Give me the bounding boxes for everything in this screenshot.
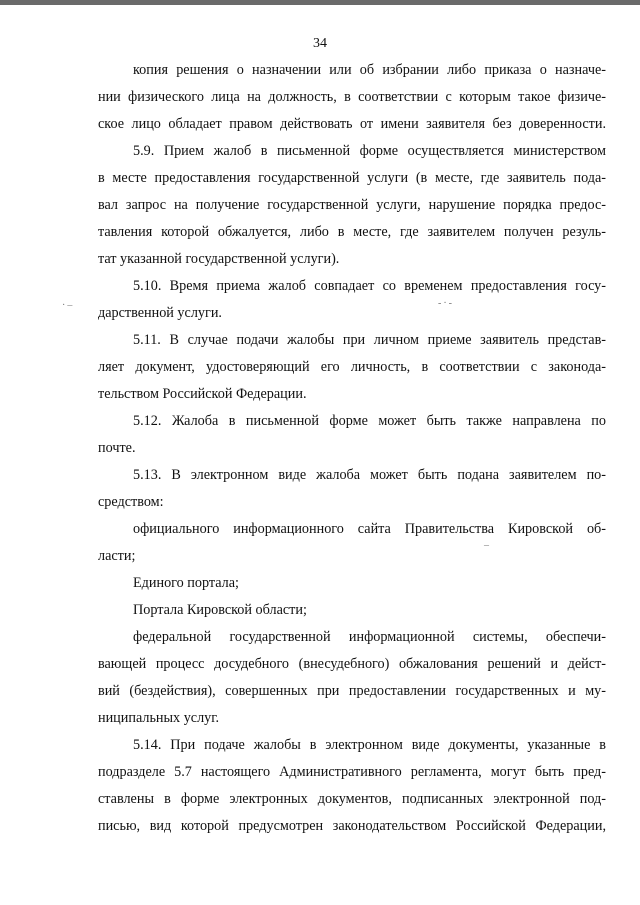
scan-artifact: –: [484, 540, 491, 551]
text-line: 5.10. Время приема жалоб совпадает со временем предоставления госу-: [133, 278, 606, 294]
text-line: тавления которой обжалуется, либо в месте, где заявителем получен резуль-: [98, 224, 606, 240]
text-line: ляет документ, удостоверяющий его личность, в соответствии с законода-: [98, 359, 606, 375]
scan-top-edge: [0, 0, 640, 5]
text-line: вающей процесс досудебного (внесудебного) обжалования решений и дейст-: [98, 656, 606, 672]
text-line: 5.9. Прием жалоб в письменной форме осуществляется министерством: [133, 143, 606, 159]
text-line: 5.12. Жалоба в письменной форме может быть также направлена по: [133, 413, 606, 429]
text-line: писью, вид которой предусмотрен законодательством Российской Федерации,: [98, 818, 606, 834]
text-line: 5.14. При подаче жалобы в электронном виде документы, указанные в: [133, 737, 606, 753]
scan-artifact: -·-: [438, 298, 454, 309]
text-line: средством:: [98, 494, 164, 510]
text-line: вал запрос на получение государственной услуги, нарушение порядка предос-: [98, 197, 606, 213]
text-line: тат указанной государственной услуги).: [98, 251, 340, 267]
text-line: вий (бездействия), совершенных при предоставлении государственных и му-: [98, 683, 606, 699]
text-line: 5.13. В электронном виде жалоба может быть подана заявителем по-: [133, 467, 606, 483]
text-line: почте.: [98, 440, 136, 456]
scan-artifact: ·–: [62, 300, 75, 311]
text-line: дарственной услуги.: [98, 305, 222, 321]
text-line: ское лицо обладает правом действовать от имени заявителя без доверенности.: [98, 116, 606, 132]
page-number: 34: [313, 36, 327, 51]
text-line: копия решения о назначении или об избрании либо приказа о назначе-: [133, 62, 606, 78]
text-line: нии физического лица на должность, в соответствии с которым такое физиче-: [98, 89, 606, 105]
text-line: федеральной государственной информационной системы, обеспечи-: [133, 629, 606, 645]
text-line: Портала Кировской области;: [133, 602, 307, 618]
text-line: Единого портала;: [133, 575, 239, 591]
text-line: ниципальных услуг.: [98, 710, 220, 726]
text-line: 5.11. В случае подачи жалобы при личном приеме заявитель представ-: [133, 332, 606, 348]
text-line: тельством Российской Федерации.: [98, 386, 307, 402]
text-line: в месте предоставления государственной услуги (в месте, где заявитель пода-: [98, 170, 606, 186]
text-line: подразделе 5.7 настоящего Административного регламента, могут быть пред-: [98, 764, 606, 780]
text-line: ставлены в форме электронных документов, подписанных электронной под-: [98, 791, 606, 807]
text-line: ласти;: [98, 548, 136, 564]
text-line: официального информационного сайта Правительства Кировской об-: [133, 521, 606, 537]
